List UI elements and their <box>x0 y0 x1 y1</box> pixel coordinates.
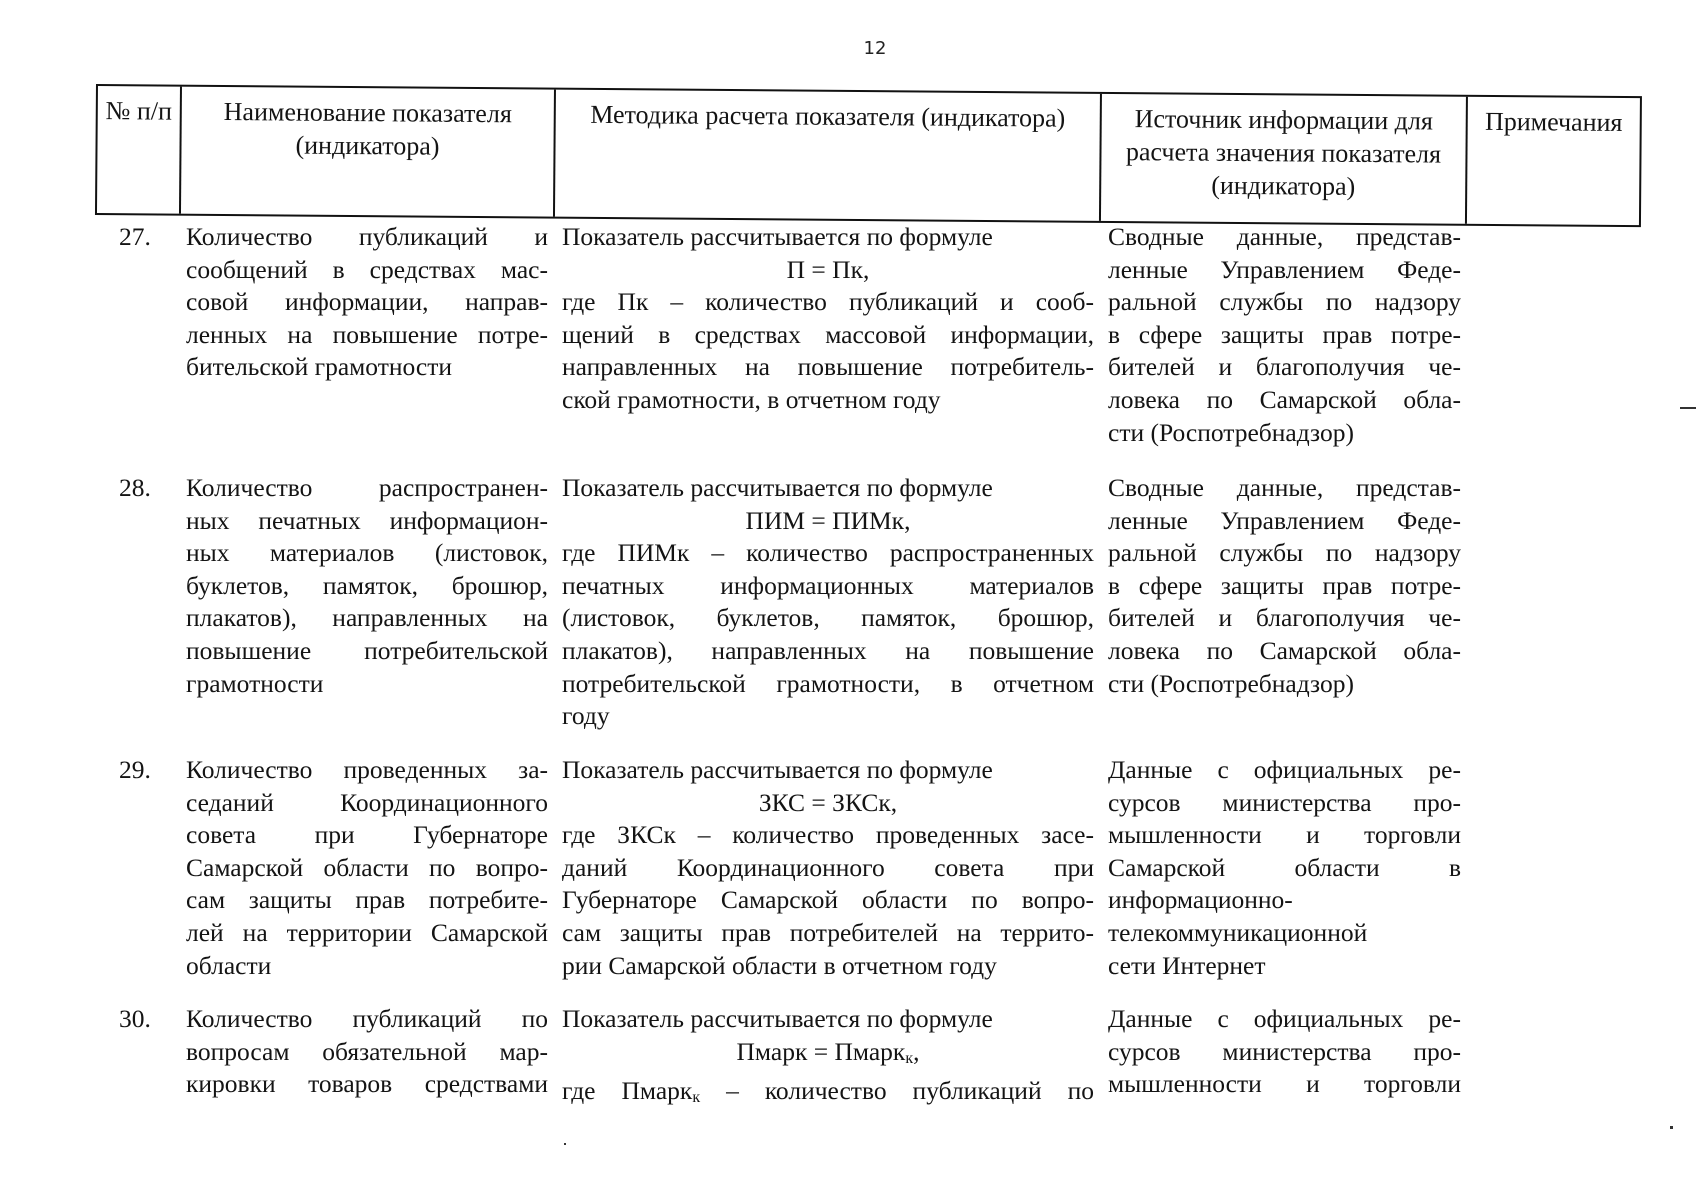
source-line: ловека по Самарской обла- <box>1108 635 1461 665</box>
name-line: повышение потребительской <box>186 635 548 665</box>
scan-speck <box>1670 1126 1673 1129</box>
source-line: бителей и благополучия че- <box>1108 603 1461 633</box>
source-line: телекоммуникационной <box>1108 917 1368 947</box>
indicator-name <box>186 472 548 700</box>
method-intro: Показатель рассчитывается по формуле <box>562 222 993 251</box>
source-line: ленные Управлением Феде- <box>1108 505 1461 535</box>
header-col-method: Методика расчета показателя (индикатора) <box>555 90 1102 221</box>
name-line: Количество распространен- <box>186 473 548 502</box>
source-line: в сфере защиты прав потре- <box>1108 319 1461 349</box>
scan-speck <box>564 1143 566 1145</box>
source-line: ловека по Самарской обла- <box>1108 384 1461 414</box>
header-col-notes: Примечания <box>1484 106 1623 137</box>
row-number: 29. <box>119 755 151 784</box>
method-line: сам защиты прав потребителей на террито- <box>562 917 1094 947</box>
source-line: сурсов министерства про- <box>1108 1036 1461 1066</box>
name-line: ленных на повышение потре- <box>186 319 548 349</box>
source-line: сти (Роспотребнадзор) <box>1108 668 1354 698</box>
scan-speck <box>1680 407 1696 409</box>
name-line: буклетов, памяток, брошюр, <box>186 570 548 600</box>
method-intro: Показатель рассчитывается по формуле <box>562 1004 993 1033</box>
name-line: сам защиты прав потребите- <box>186 885 548 915</box>
source-line: Сводные данные, представ- <box>1108 473 1461 502</box>
calculation-method <box>562 1003 1094 1115</box>
calculation-method <box>562 221 1094 417</box>
header-col-source: Источник информации для расчета значения показателя (индикатора) <box>1101 94 1468 224</box>
calculation-method <box>562 472 1094 733</box>
row-number: 30. <box>119 1004 151 1033</box>
method-line: (листовок, буклетов, памяток, брошюр, <box>562 603 1094 633</box>
source-line: ральной службы по надзору <box>1108 287 1461 317</box>
source-line: ральной службы по надзору <box>1108 538 1461 568</box>
row-number: 27. <box>119 222 151 251</box>
method-line: плакатов), направленных на повышение <box>562 635 1094 665</box>
method-line: году <box>562 701 610 731</box>
source-line: сети Интернет <box>1108 950 1266 980</box>
name-line: сообщений в средствах мас- <box>186 254 548 284</box>
method-rest: – количество публикаций по <box>700 1076 1094 1106</box>
source-line: Сводные данные, представ- <box>1108 222 1461 251</box>
source-line: бителей и благополучия че- <box>1108 352 1461 382</box>
method-intro: Показатель рассчитывается по формуле <box>562 473 993 502</box>
indicator-name <box>186 754 548 982</box>
name-line: совой информации, направ- <box>186 287 548 317</box>
row-number: 28. <box>119 473 151 502</box>
source-line: Данные с официальных ре- <box>1108 755 1461 784</box>
header-col-name: Наименование показателя (индикатора) <box>181 87 556 217</box>
source-line: Данные с официальных ре- <box>1108 1004 1461 1033</box>
source-line: мышленности и торговли <box>1108 820 1461 850</box>
source-line: Самарской области в <box>1108 852 1461 882</box>
formula-main: Пмарк = Пмарк <box>736 1036 906 1066</box>
name-line: совета при Губернаторе <box>186 820 548 850</box>
name-line: Самарской области по вопро- <box>186 852 548 882</box>
formula: ПИМ = ПИМк, <box>745 505 911 535</box>
table-header <box>95 84 1642 227</box>
method-intro: Показатель рассчитывается по формуле <box>562 755 993 784</box>
method-line: Губернаторе Самарской области по вопро- <box>562 885 1094 915</box>
method-line: где ЗКСк – количество проведенных засе- <box>562 820 1094 850</box>
method-line: ской грамотности, в отчетном году <box>562 384 941 414</box>
method-line: даний Координационного совета при <box>562 852 1094 882</box>
name-line: Количество публикаций по <box>186 1004 548 1033</box>
formula <box>562 1036 1094 1076</box>
method-line: рии Самарской области в отчетном году <box>562 950 997 980</box>
information-source <box>1108 754 1461 982</box>
source-line: сти (Роспотребнадзор) <box>1108 417 1354 447</box>
name-line: вопросам обязательной мар- <box>186 1036 548 1066</box>
information-source <box>1108 1003 1461 1101</box>
name-line: кировки товаров средствами <box>186 1069 548 1099</box>
name-line: области <box>186 950 272 980</box>
method-line: где Пк – количество публикаций и сооб- <box>562 287 1094 317</box>
method-line: щений в средствах массовой информации, <box>562 319 1094 349</box>
name-line: седаний Координационного <box>186 787 548 817</box>
source-line: мышленности и торговли <box>1108 1069 1461 1099</box>
method-line: направленных на повышение потребитель- <box>562 352 1094 382</box>
formula: ЗКС = ЗКСк, <box>758 787 898 817</box>
method-line <box>562 1075 1094 1115</box>
header-col-number: № п/п <box>97 86 182 214</box>
name-line: бительской грамотности <box>186 352 452 382</box>
calculation-method <box>562 754 1094 982</box>
name-line: грамотности <box>186 668 324 698</box>
source-line: ленные Управлением Феде- <box>1108 254 1461 284</box>
formula: П = Пк, <box>786 254 870 284</box>
method-line: потребительской грамотности, в отчетном <box>562 668 1094 698</box>
name-line: Количество проведенных за- <box>186 755 548 784</box>
source-line: информационно- <box>1108 885 1293 915</box>
name-line: ных материалов (листовок, <box>186 538 548 568</box>
name-line: лей на территории Самарской <box>186 917 548 947</box>
information-source <box>1108 221 1461 449</box>
method-prefix: где Пмарк <box>562 1076 693 1106</box>
method-line: печатных информационных материалов <box>562 570 1094 600</box>
source-line: сурсов министерства про- <box>1108 787 1461 817</box>
information-source <box>1108 472 1461 700</box>
indicator-name <box>186 221 548 384</box>
formula-end: , <box>913 1036 920 1066</box>
method-line: где ПИМк – количество распространенных <box>562 538 1094 568</box>
source-line: в сфере защиты прав потре- <box>1108 570 1461 600</box>
formula-subscript: к <box>905 1049 914 1067</box>
method-subscript: к <box>692 1089 701 1107</box>
name-line: Количество публикаций и <box>186 222 548 251</box>
name-line: плакатов), направленных на <box>186 603 548 633</box>
page-number: 12 <box>863 38 887 59</box>
indicator-name <box>186 1003 548 1101</box>
name-line: ных печатных информацион- <box>186 505 548 535</box>
